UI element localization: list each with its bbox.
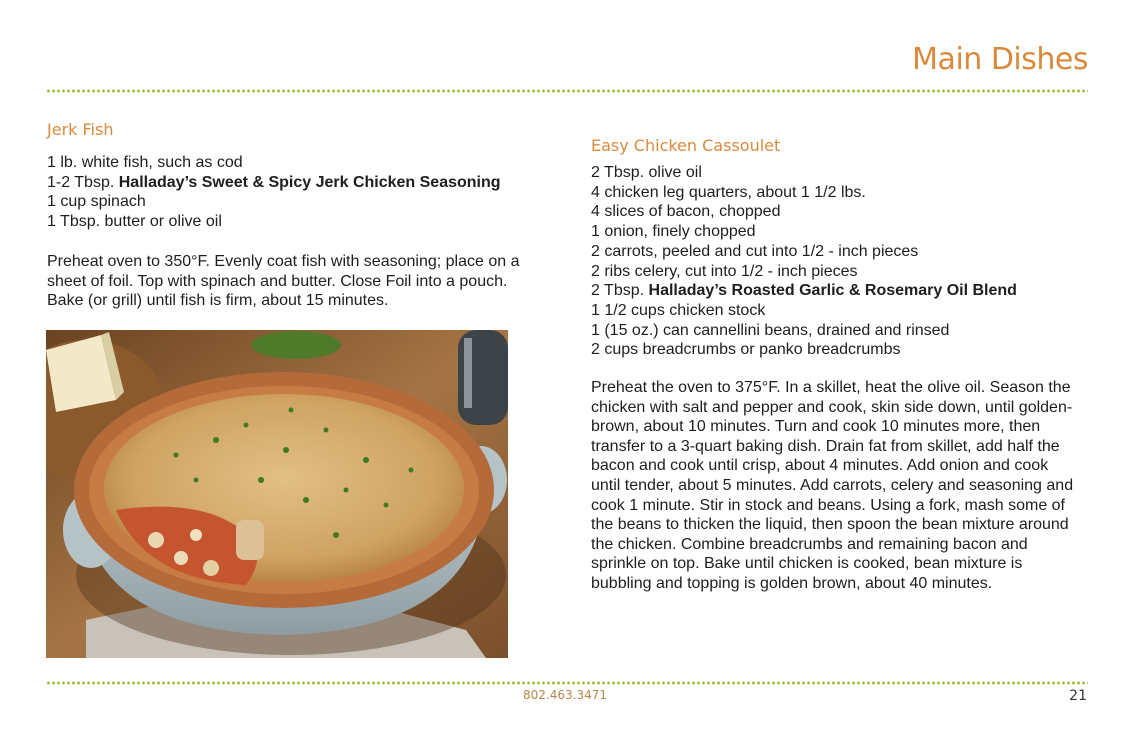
instructions-jerk-fish: Preheat oven to 350°F. Evenly coat fish with seasoning; place on a sheet of foil. Top with spinach and butter. Close Foil into a pouch. Bake (or grill) until fish is firm, about 15 minutes. — [47, 253, 520, 310]
top-dotted-divider — [46, 89, 1088, 93]
ingredient-item: 2 Tbsp. Halladay’s Roasted Garlic & Rosemary Oil Blend — [591, 282, 1017, 300]
recipe-title-jerk-fish: Jerk Fish — [47, 120, 114, 139]
ingredient-list-chicken-cassoulet — [591, 163, 1017, 360]
product-name: Halladay’s Sweet & Spicy Jerk Chicken Seasoning — [118, 173, 501, 191]
ingredient-item: 2 cups breadcrumbs or panko breadcrumbs — [591, 341, 901, 359]
ingredient-item: 1 1/2 cups chicken stock — [591, 301, 766, 319]
ingredient-item: 1-2 Tbsp. Halladay’s Sweet & Spicy Jerk Chicken Seasoning — [47, 173, 501, 191]
ingredient-item: 2 carrots, peeled and cut into 1/2 - inch pieces — [591, 242, 919, 260]
page-number: 21 — [1069, 688, 1087, 704]
ingredient-item: 4 slices of bacon, chopped — [591, 203, 781, 221]
ingredient-item: 1 cup spinach — [47, 193, 146, 211]
cassoulet-photo — [46, 330, 508, 658]
ingredient-item: 2 ribs celery, cut into 1/2 - inch pieces — [591, 262, 858, 280]
ingredient-item: 4 chicken leg quarters, about 1 1/2 lbs. — [591, 183, 866, 201]
page-title: Main Dishes — [912, 42, 1088, 77]
footer-phone-number: 802.463.3471 — [523, 688, 607, 702]
instructions-chicken-cassoulet: Preheat the oven to 375°F. In a skillet, heat the olive oil. Season the chicken with salt and pepper and cook, skin side down, until golden-brown, about 10 minutes. Turn and cook 10 minutes more, then transfer to a 3-quart baking dish. Drain fat from skillet, add half the bacon and cook until crisp, about 4 minutes. Add onion and cook until tender, about 5 minutes. Add carrots, celery and seasoning and cook 1 minute. Stir in stock and beans. Using a fork, mash some of the beans to thicken the liquid, then spoon the bean mixture around the chicken. Combine breadcrumbs and remaining bacon and sprinkle on top. Bake until chicken is cooked, bean mixture is bubbling and topping is golden brown, about 40 minutes. — [591, 379, 1074, 592]
ingredient-item: 1 (15 oz.) can cannellini beans, drained and rinsed — [591, 321, 950, 339]
ingredient-item: 1 lb. white fish, such as cod — [47, 154, 243, 171]
recipe-title-chicken-cassoulet: Easy Chicken Cassoulet — [591, 136, 781, 155]
ingredient-item: 1 Tbsp. butter or olive oil — [47, 213, 222, 231]
ingredient-item: 2 Tbsp. olive oil — [591, 164, 702, 181]
ingredient-list-jerk-fish — [47, 153, 501, 232]
product-name: Halladay’s Roasted Garlic & Rosemary Oil Blend — [648, 282, 1017, 300]
bottom-dotted-divider — [46, 681, 1088, 685]
ingredient-item: 1 onion, finely chopped — [591, 223, 756, 241]
